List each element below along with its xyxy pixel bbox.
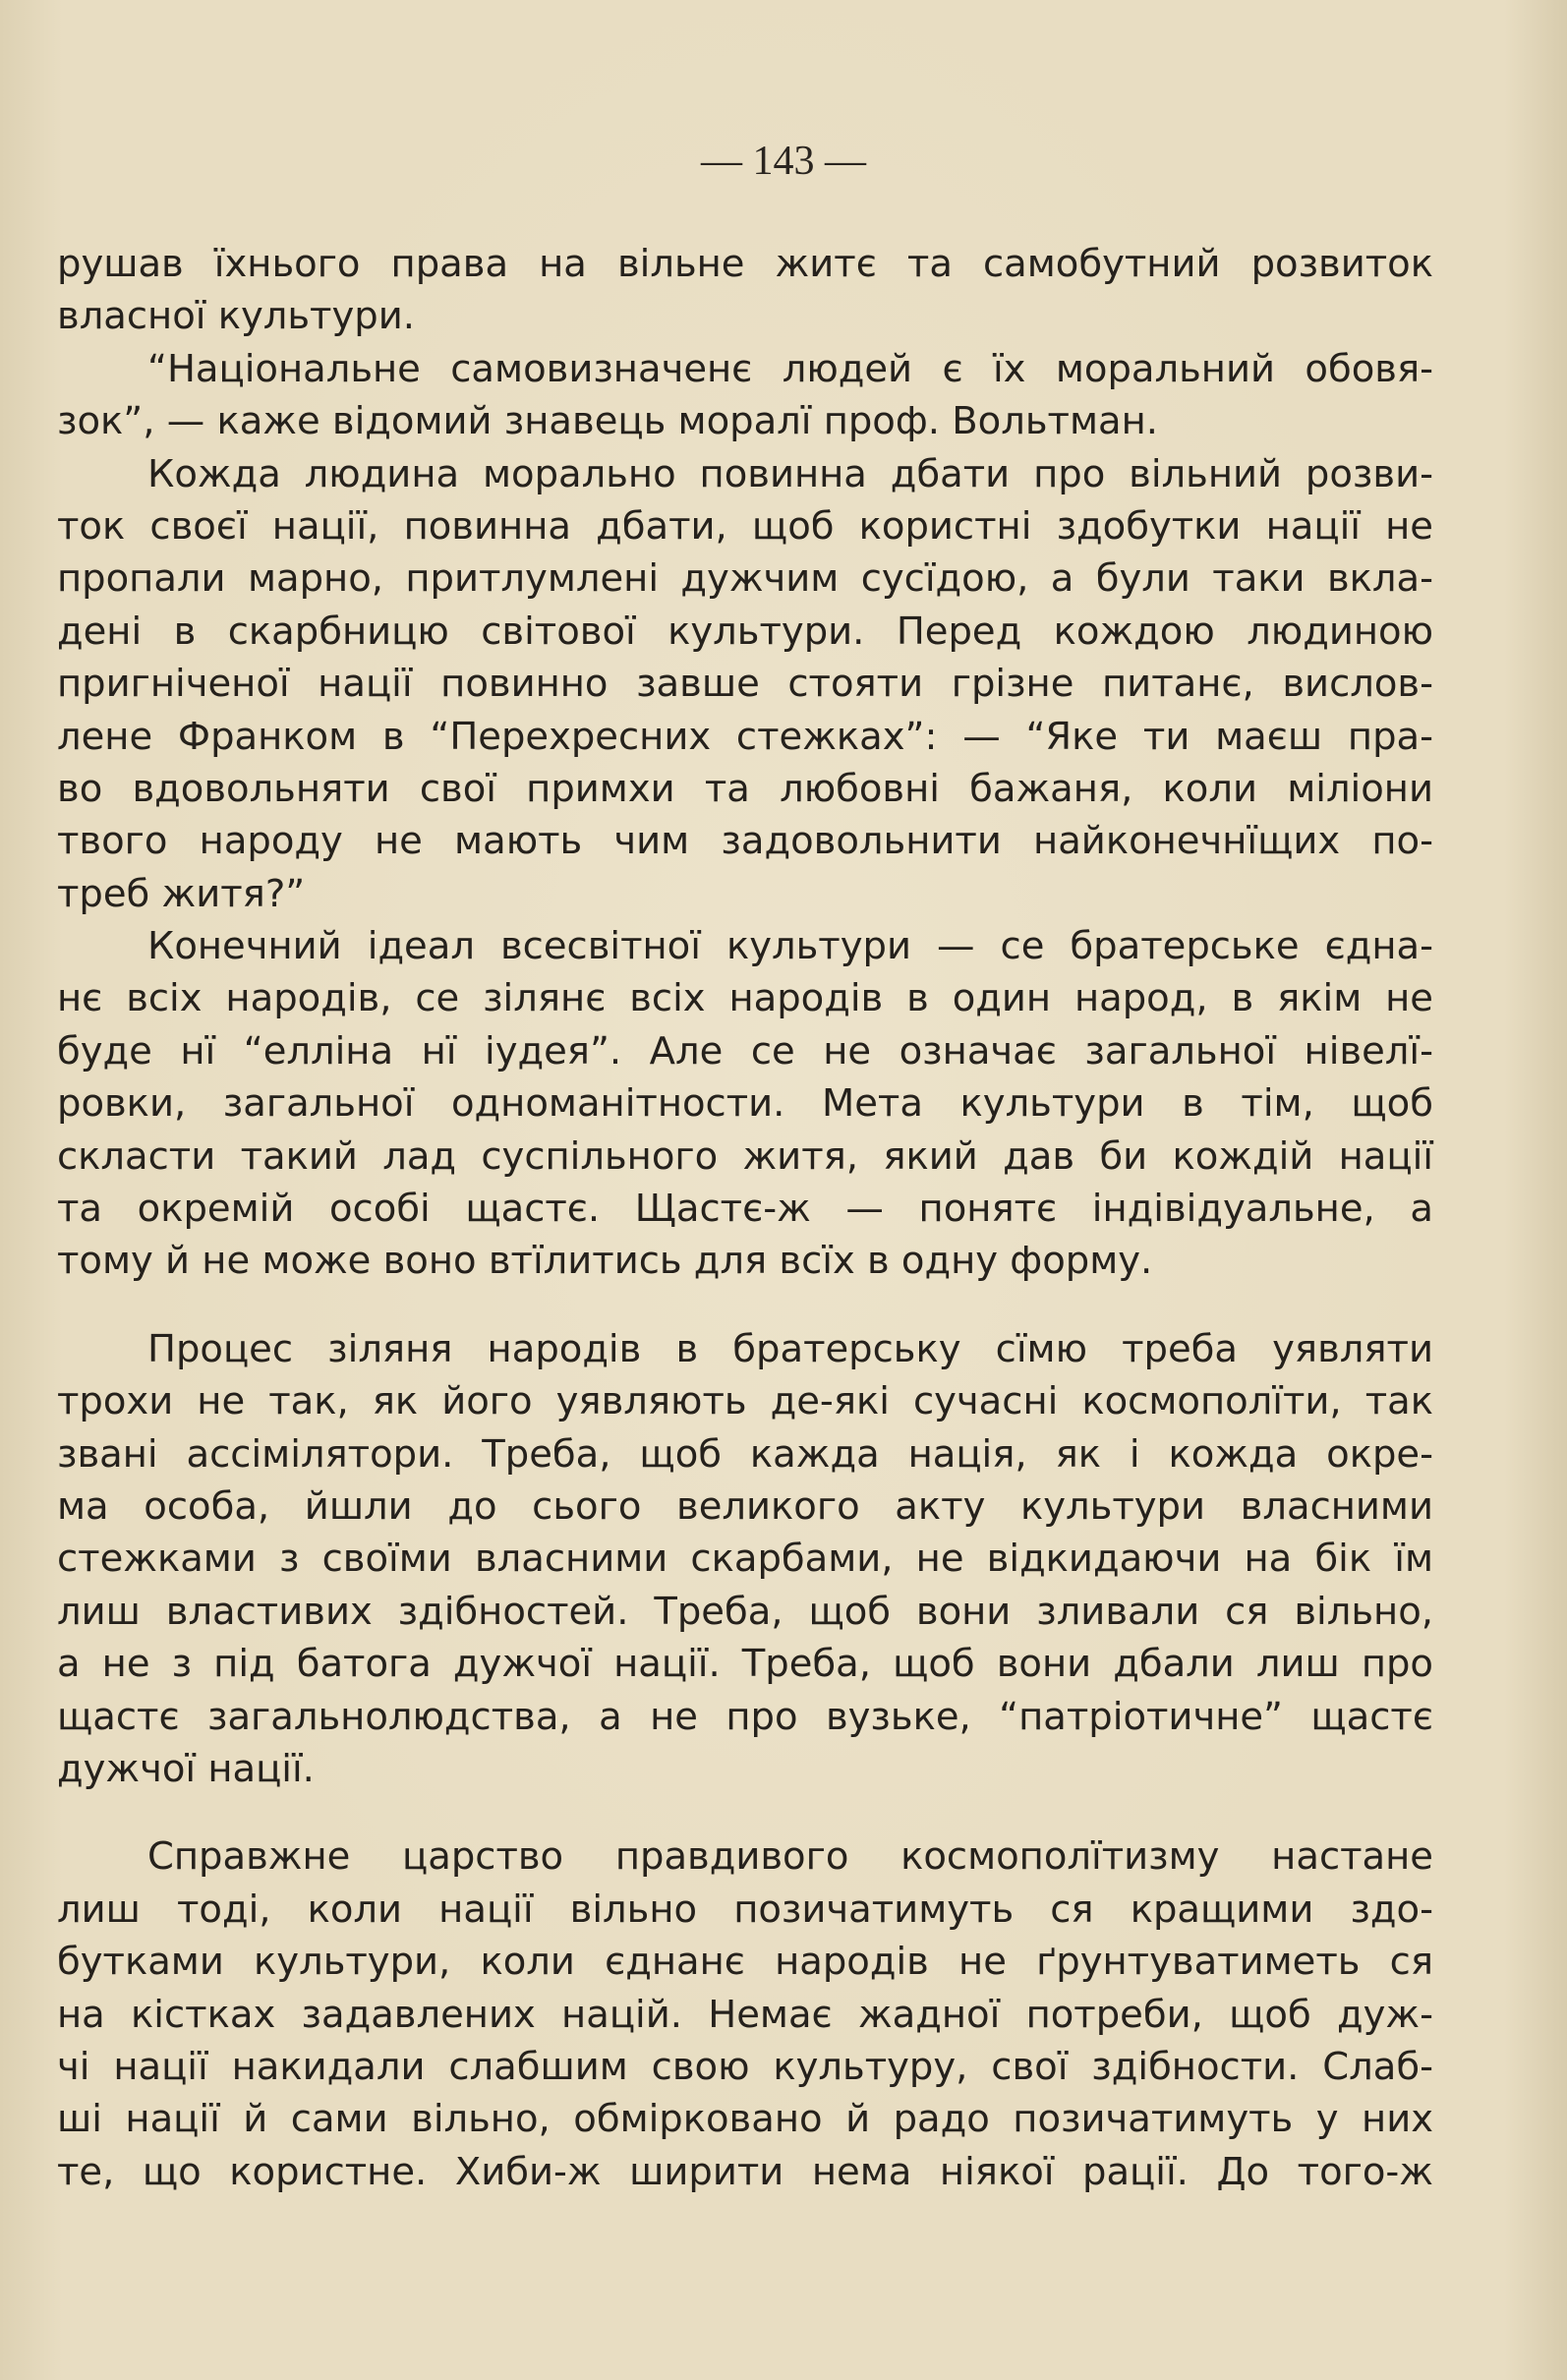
text-line: пригніченої нації повинно завше стояти грізне питанє, вислов- (57, 662, 1433, 707)
text-line: треб житя?” (57, 871, 306, 916)
text-line: та окремій особі щастє. Щастє-ж — понятє індівідуальне, а (57, 1187, 1433, 1232)
text-line: Процес зіляня народів в братерську сїмю треба уявляти (147, 1326, 1433, 1371)
text-line: Справжне царство правдивого космополїтизму настане (147, 1834, 1433, 1880)
text-line: ма особа, йшли до сього великого акту культури власними (57, 1483, 1433, 1529)
text-line: рушав їхнього права на вільне житє та самобутний розвиток (57, 242, 1433, 286)
text-line: Конечний ідеал всесвітної культури — се братерське єдна- (147, 924, 1433, 969)
text-line: дені в скарбницю світової культури. Перед кождою людиною (57, 609, 1433, 654)
text-line: на кістках задавлених націй. Немає жадної потреби, щоб дуж- (57, 1992, 1433, 2037)
text-line: тому й не може воно втїлитись для всїх в одну форму. (57, 1239, 1153, 1284)
paragraph-gap (57, 1288, 1433, 1323)
text-line: скласти такий лад суспільного житя, який дав би кождій нації (57, 1133, 1433, 1179)
text-line: зок”, — каже відомий знавець моралї проф. Вольтман. (57, 399, 1158, 444)
text-line: щастє загальнолюдства, а не про вузьке, “патріотичне” щастє (57, 1694, 1433, 1739)
text-line: лиш тоді, коли нації вільно позичатимуть ся кращими здо- (57, 1887, 1433, 1932)
text-line: те, що користне. Хиби-ж ширити нема ніякої рації. До того-ж (57, 2149, 1433, 2194)
text-line: нє всіх народів, се зілянє всіх народів в один народ, в якім не (57, 976, 1433, 1021)
text-line: ровки, загальної одноманітности. Мета культури в тім, щоб (57, 1081, 1433, 1127)
text-line: лене Франком в “Перехресних стежках”: — “Яке ти маєш пра- (57, 714, 1433, 759)
text-line: во вдовольняти свої примхи та любовні бажаня, коли міліони (57, 766, 1433, 811)
body-text (57, 238, 1433, 2198)
paragraph-gap (57, 1795, 1433, 1830)
text-line: трохи не так, як його уявляють де-які сучасні космополїти, так (57, 1379, 1433, 1424)
text-line: твого народу не мають чим задовольнити найконечнїщих по- (57, 819, 1433, 864)
text-line: бутками культури, коли єднанє народів не ґрунтуватиметь ся (57, 1940, 1433, 1985)
text-line: Кожда людина морально повинна дбати про вільний розви- (147, 451, 1433, 496)
text-line: пропали марно, притлумлені дужчим сусїдою, а були таки вкла- (57, 556, 1433, 602)
text-line: дужчої нації. (57, 1746, 315, 1791)
text-line: “Національне самовизначенє людей є їх моральний обовя- (147, 346, 1433, 391)
text-line: ші нації й сами вільно, обмірковано й радо позичатимуть у них (57, 2097, 1433, 2142)
text-line: власної культури. (57, 294, 415, 339)
page-number: — 143 — (701, 139, 866, 184)
text-line: а не з під батога дужчої нації. Треба, щоб вони дбали лиш про (57, 1642, 1433, 1687)
text-line: звані ассімілятори. Треба, щоб кажда нація, як і кожда окре- (57, 1431, 1433, 1477)
text-line: ток своєї нації, повинна дбати, щоб користні здобутки нації не (57, 503, 1433, 549)
text-line: стежками з своїми власними скарбами, не відкидаючи на бік їм (57, 1537, 1433, 1582)
text-line: лиш властивих здібностей. Треба, щоб вони зливали ся вільно, (57, 1589, 1433, 1634)
text-line: буде нї “елліна нї іудея”. Але се не означає загальної нівелї- (57, 1028, 1433, 1074)
text-line: чі нації накидали слабшим свою культуру, свої здібности. Слаб- (57, 2044, 1433, 2089)
